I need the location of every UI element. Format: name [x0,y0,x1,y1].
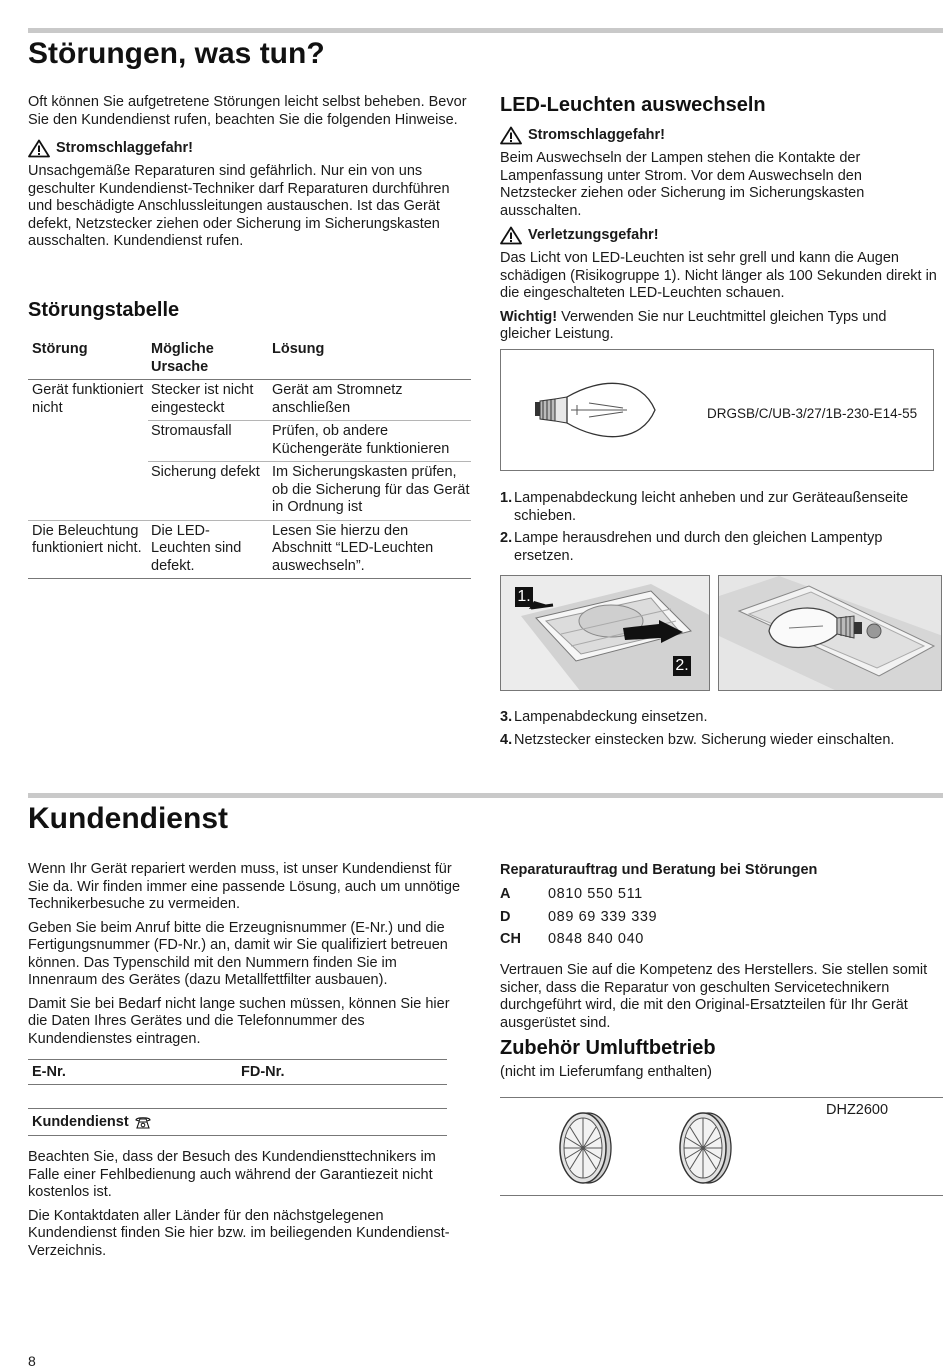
form-line [28,1135,447,1136]
shock-warning-label: Stromschlaggefahr! [56,139,193,156]
led-shock-warning-text: Beim Auswechseln der Lampen stehen die Kontakte der Lampenfassung unter Strom. Vor dem Auswechseln den Netzstecker ziehen oder Sicherung im Sicherungskasten ausschalten. [500,150,865,219]
col-header-loesung: Lösung [272,341,325,357]
page-title: Störungen, was tun? [28,37,325,70]
form-line [28,1108,447,1109]
table-cell-loesung: Im Sicherungskasten prüfen, ob die Sicherung für das Gerät in Ordnung ist [272,464,470,515]
led-heading: LED-Leuchten auswechseln [500,94,766,116]
contact-row [500,929,940,952]
section-rule-service [28,793,943,798]
list-item: 3. Lampenabdeckung einsetzen. [500,709,708,725]
table-cell-ursache: Sicherung defekt [151,464,260,480]
table-cell-stoerung: Gerät funktioniert nicht [32,382,144,416]
page-number: 8 [28,1353,36,1369]
injury-warning-label: Verletzungsgefahr! [528,226,659,243]
contact-row [500,906,940,929]
table-header-row [28,340,471,380]
form-line [28,1084,447,1085]
carbon-filter-icon [558,1110,614,1186]
led-shock-warning-heading [500,126,938,145]
list-item: 1. Lampenabdeckung leicht anheben und zur Geräteaußenseite schieben. [500,490,909,524]
important-label: Wichtig! [500,308,558,325]
led-warnings [500,126,938,350]
service-notes [28,1149,470,1266]
table-row [148,462,471,520]
step-image-cover [500,575,710,691]
contact-title: Reparaturauftrag und Beratung bei Störungen [500,862,818,878]
list-item: 4. Netzstecker einstecken bzw. Sicherung wieder einschalten. [500,731,895,748]
table-row-group [28,380,471,521]
kundendienst-label: Kundendienst [32,1114,129,1130]
table-cell-loesung: Prüfen, ob andere Küchengeräte funktionieren [272,423,450,457]
section-rule-top [28,28,943,33]
warning-triangle-icon [28,139,50,158]
table-row [148,421,471,462]
service-p1: Wenn Ihr Gerät repariert werden muss, ist unser Kundendienst für Sie da. Wir finden immer eine passende Lösung, auch um unnötige Technikerbesuche zu vermeiden. [28,861,461,912]
list-item: 2. Lampe herausdrehen und durch den gleichen Lampentyp ersetzen. [500,530,883,564]
table-cell-ursache: Stromausfall [151,423,232,439]
accessory-box [500,1097,943,1196]
fdnr-label: FD-Nr. [241,1064,285,1080]
lamp-type-code: DRGSB/C/UB-3/27/1B-230-E14-55 [707,406,918,421]
col-header-stoerung: Störung [32,341,88,357]
table-row [148,380,471,421]
form-line [28,1059,447,1060]
service-p2: Geben Sie beim Anruf bitte die Erzeugnisnummer (E-Nr.) und die Fertigungsnummer (FD-Nr.) an, damit wir Sie qualifiziert betreuen können. Das Typenschild mit den Nummern finden Sie im Innenraum des Gerätes (dazu Metallfettfilter ausbauen). [28,919,448,988]
bulb-replace-illustration [719,576,942,691]
accessory-heading: Zubehör Umluftbetrieb [500,1037,716,1059]
injury-warning-text: Das Licht von LED-Leuchten ist sehr grell und kann die Augen schädigen (Risikogruppe 1). Nicht länger als 100 Sekunden direkt in die eingeschalteten LED-Leuchten schauen. [500,250,937,301]
service-p5: Die Kontaktdaten aller Länder für den nächstgelegenen Kundendienst finden Sie hier bzw. im beiliegenden Kundendienst-Verzeichnis. [28,1207,450,1259]
step-image-bulb [718,575,942,691]
service-title: Kundendienst [28,802,228,835]
phone-number: 0810 550 511 [548,886,643,902]
accessory-note: (nicht im Lieferumfang enthalten) [500,1064,712,1080]
kundendienst-field [32,1114,152,1132]
trust-text: Vertrauen Sie auf die Kompetenz des Herstellers. Sie stellen somit sicher, dass die Reparatur von geschulten Servicetechnikern durchgeführt wird, die mit den Original-Ersatzteilen für Ihr Gerät ausgerüstet sind. [500,962,928,1031]
left-column-intro [28,94,468,257]
accessory-code: DHZ2600 [826,1102,889,1118]
enr-label: E-Nr. [32,1064,66,1080]
table-cell-loesung: Lesen Sie hierzu den Abschnitt “LED-Leuchten auswechseln”. [272,522,434,574]
shock-warning-heading [28,139,468,158]
table-cell-ursache: Die LED-Leuchten sind defekt. [151,522,242,574]
telephone-icon [134,1115,152,1130]
table-row-group [28,521,471,580]
led-shock-warning-label: Stromschlaggefahr! [528,126,665,143]
fault-table [28,340,471,579]
table-heading: Störungstabelle [28,299,180,321]
important-text: Verwenden Sie nur Leuchtmittel gleichen Typs und gleicher Leistung. [500,308,887,342]
table-cell-stoerung: Die Beleuchtung funktioniert nicht. [32,522,142,556]
country-code: D [500,908,511,925]
contact-row [500,884,940,907]
carbon-filter-icon [678,1110,734,1186]
table-cell-loesung: Gerät am Stromnetz anschließen [272,382,403,416]
injury-warning-heading [500,226,938,245]
intro-text: Oft können Sie aufgetretene Störungen leicht selbst beheben. Bevor Sie den Kundendienst rufen, beachten Sie die folgenden Hinweise. [28,94,467,128]
service-p4: Beachten Sie, dass der Besuch des Kundendiensttechnikers im Falle einer Fehlbedienung auch während der Garantiezeit nicht kostenlos ist. [28,1149,436,1200]
country-code: CH [500,931,521,947]
warning-triangle-icon [500,226,522,245]
service-p3: Damit Sie bei Bedarf nicht lange suchen müssen, können Sie hier die Daten Ihres Gerätes und die Telefonnummer des Kundendienstes eintragen. [28,995,450,1047]
led-steps-list-a [500,490,942,570]
country-code: A [500,886,511,902]
warning-triangle-icon [500,126,522,145]
phone-number: 089 69 339 339 [548,908,658,925]
col-header-ursache: Mögliche Ursache [151,341,214,375]
step-badge-1: 1. [515,587,533,607]
led-steps-list-b [500,709,942,754]
step-badge-2: 2. [673,656,691,676]
table-cell-ursache: Stecker ist nicht eingesteckt [151,382,254,416]
service-intro [28,861,470,1054]
contact-block [500,862,940,1032]
led-bulb-illustration [531,375,691,445]
phone-number: 0848 840 040 [548,931,644,947]
important-note [500,309,938,344]
shock-warning-text: Unsachgemäße Reparaturen sind gefährlich. Nur ein von uns geschulter Kundendienst-Techniker darf Reparaturen durchführen und beschädigte Anschlussleitungen austauschen. Ist das Gerät defekt, Netzstecker ziehen oder Sicherung im Sicherungskasten ausschalten. Kundendienst rufen. [28,163,450,249]
lamp-diagram-box [500,349,934,471]
table-row [148,521,471,579]
